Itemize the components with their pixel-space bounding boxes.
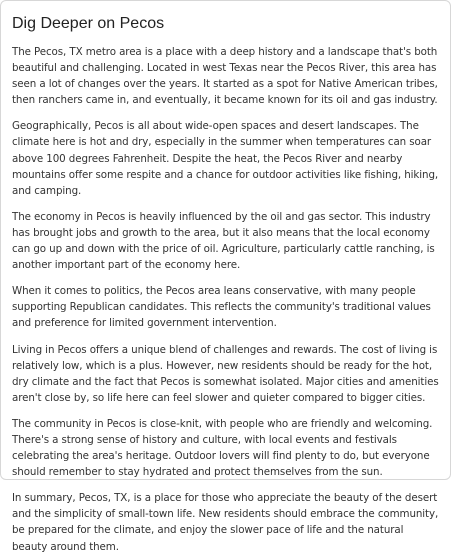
paragraph-politics: When it comes to politics, the Pecos area leans conservative, with many people supporting Republican candidates. This reflects the community's traditional values and preference for limited government intervention.	[12, 285, 431, 330]
paragraph-geography: Geographically, Pecos is all about wide-open spaces and desert landscapes. The climate here is hot and dry, especially in the summer when temperatures can soar above 100 degrees Fahrenheit. Despite the heat, the Pecos River and nearby mountains offer some respite and a chance for outdoor activities like fishing, hiking, and camping.	[12, 120, 439, 197]
paragraph-history: The Pecos, TX metro area is a place with a deep history and a landscape that's both beautiful and challenging. Located in west Texas near the Pecos River, this area has seen a lot of changes over the years. It started as a spot for Native American tribes, then ranchers came in, and eventually, it became known for its oil and gas industry.	[12, 46, 438, 107]
article-title: Dig Deeper on Pecos	[12, 15, 165, 32]
paragraph-economy: The economy in Pecos is heavily influenced by the oil and gas sector. This industry has brought jobs and growth to the area, but it also means that the local economy can go up and down with the price of oil. Agriculture, particularly cattle ranching, is another important part of the economy here.	[12, 210, 435, 272]
paragraph-living: Living in Pecos offers a unique blend of challenges and rewards. The cost of living is relatively low, which is a plus. However, new residents should be ready for the hot, dry climate and the fact that Pecos is somewhat isolated. Major cities and amenities aren't close by, so life here can feel slower and quieter compared to bigger cities.	[12, 343, 439, 404]
paragraph-community: The community in Pecos is close-knit, with people who are friendly and welcoming. There's a strong sense of history and culture, with local events and festivals celebrating the area's heritage. Outdoor lovers will find plenty to do, but everyone should remember to stay hydrated and protect themselves from the sun.	[12, 417, 433, 479]
paragraph-summary: In summary, Pecos, TX, is a place for those who appreciate the beauty of the desert and the simplicity of small-town life. New residents should embrace the community, be prepared for the climate, and enjoy the slower pace of life and the natural beauty around them.	[12, 492, 439, 553]
